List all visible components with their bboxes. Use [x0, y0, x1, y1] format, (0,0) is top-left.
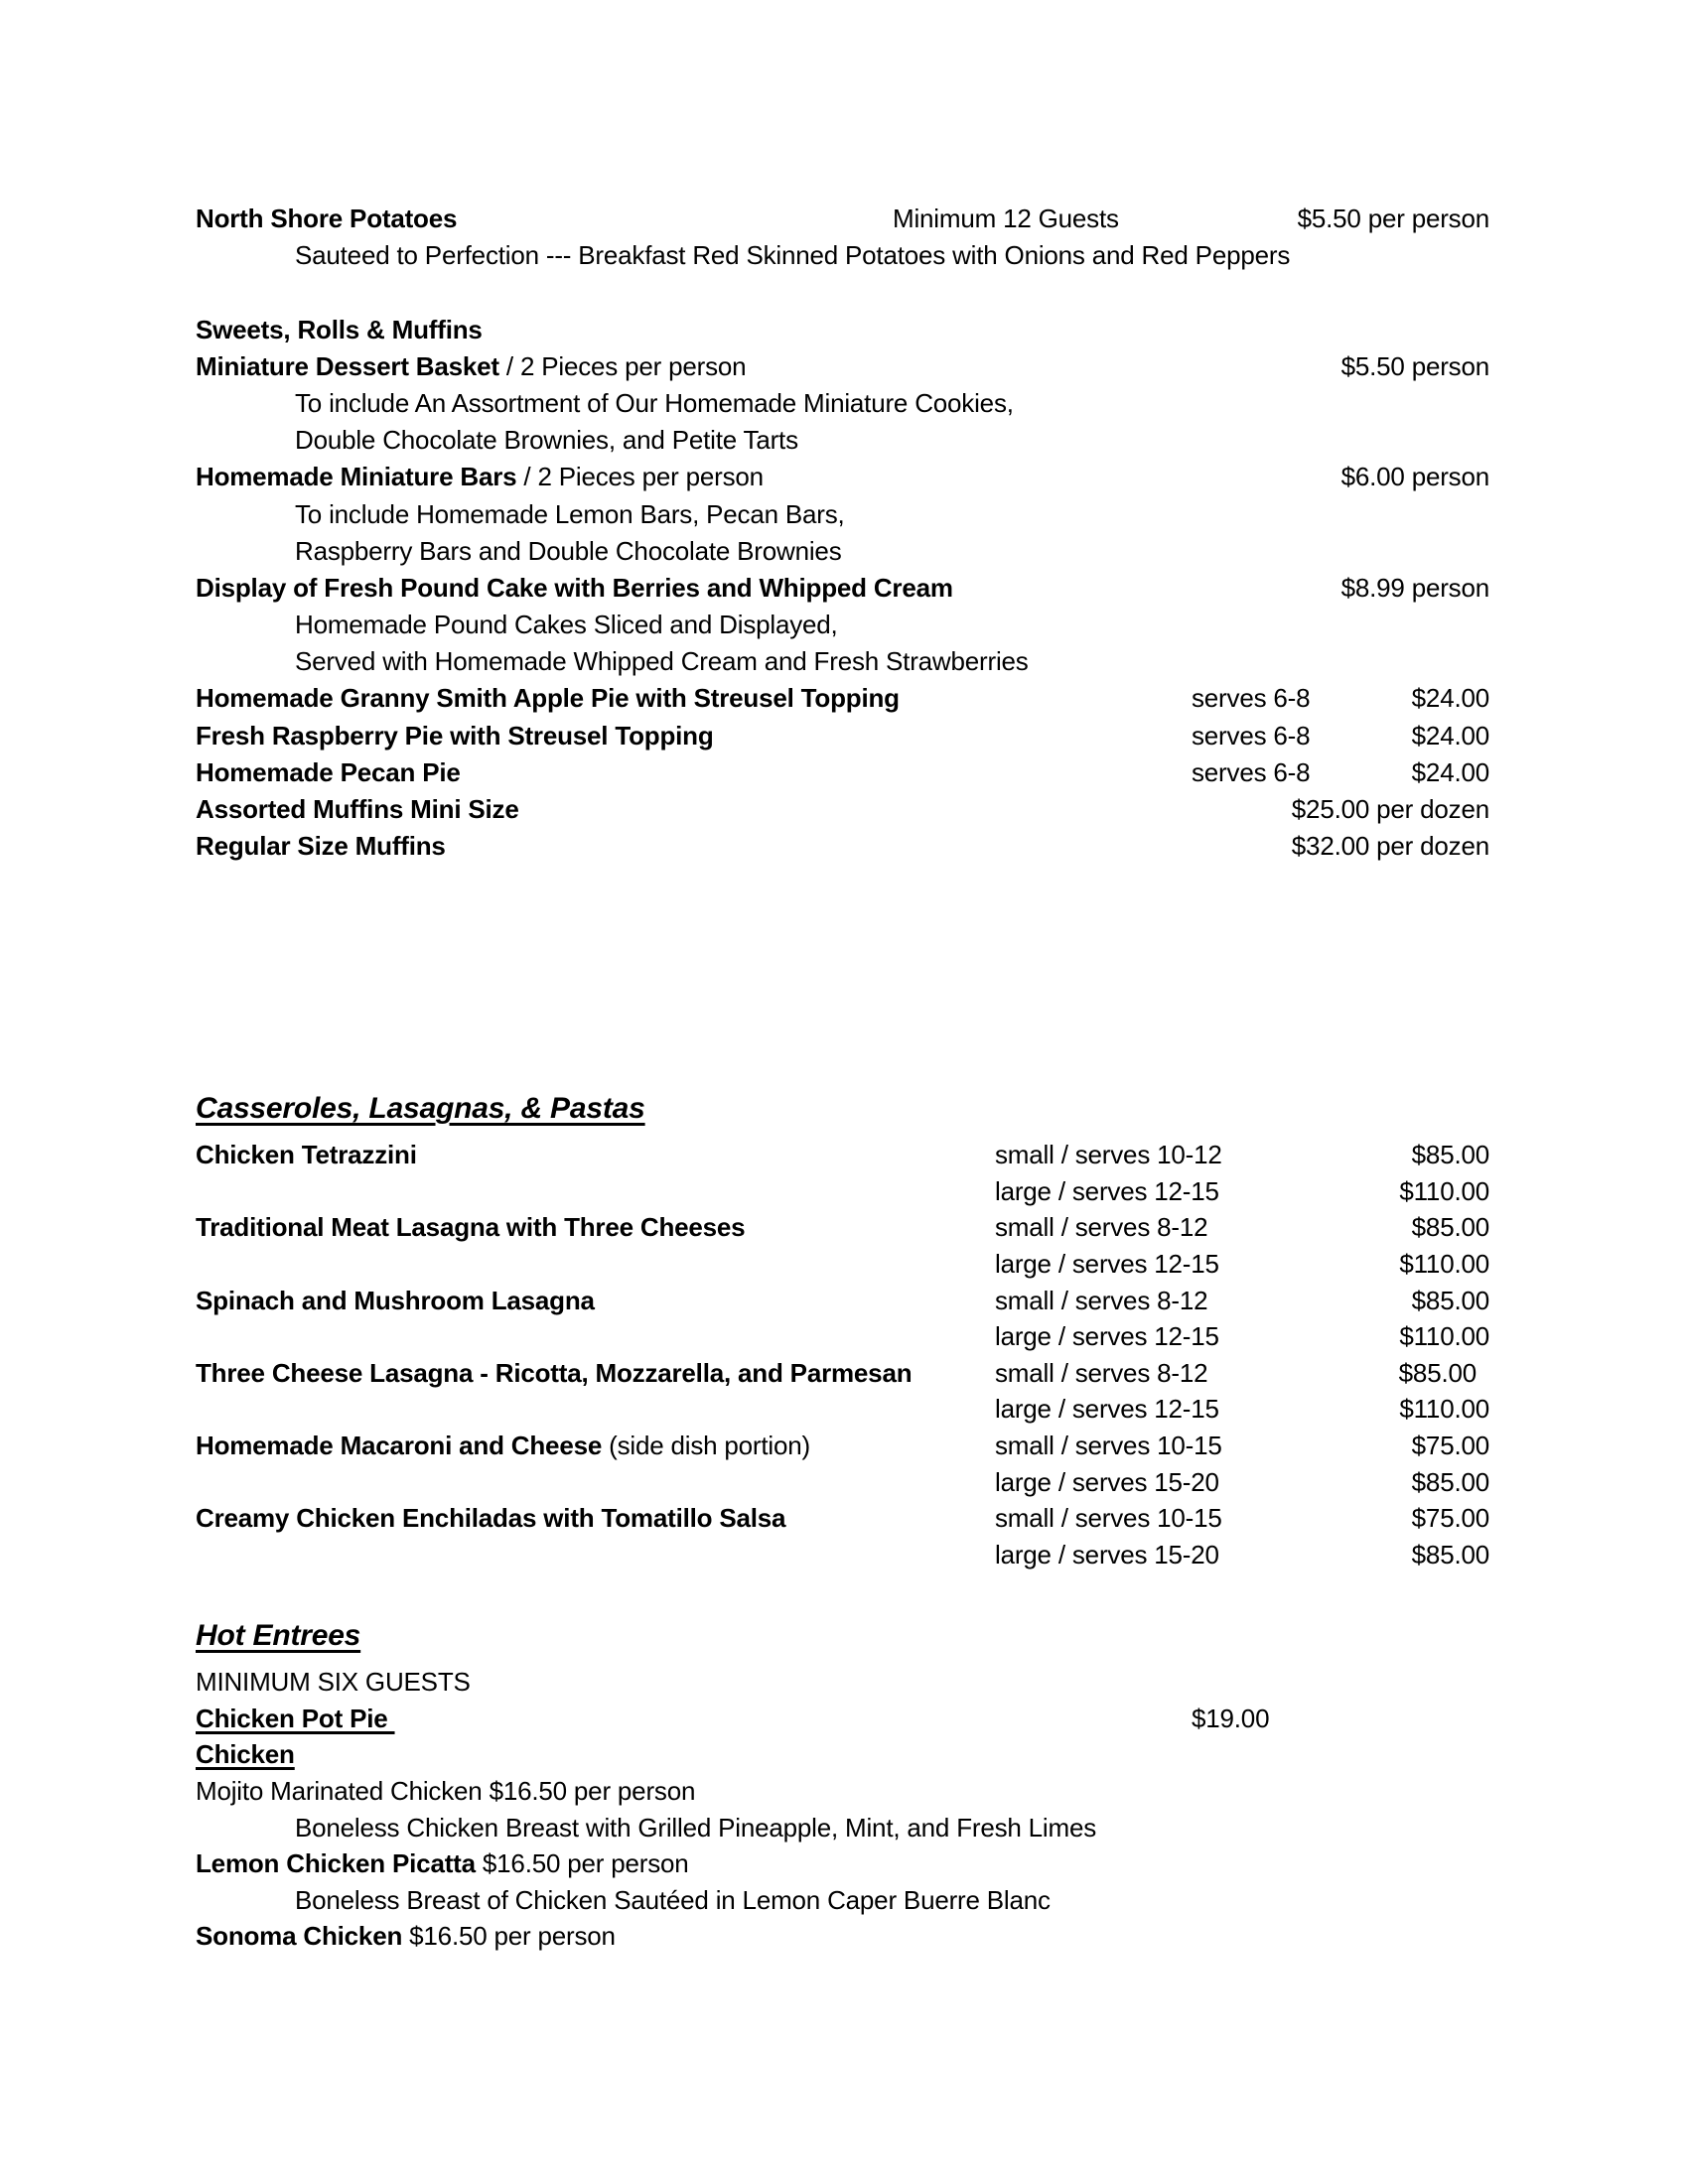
item-description: To include Homemade Lemon Bars, Pecan Bars,: [295, 498, 845, 529]
price: $85.00: [1398, 1357, 1477, 1388]
price: $85.00: [1411, 1466, 1489, 1497]
price: $75.00: [1411, 1503, 1489, 1534]
item-name: Homemade Pecan Pie: [196, 756, 461, 787]
price: $85.00: [1411, 1140, 1489, 1169]
price: $110.00: [1399, 1175, 1489, 1206]
menu-row: [196, 680, 1489, 717]
section-heading-text: Casseroles, Lasagnas, & Pastas: [196, 1092, 645, 1125]
price: $24.00: [1411, 683, 1489, 714]
menu-row: [196, 422, 1489, 459]
price: $85.00: [1411, 1285, 1489, 1315]
section-heading-text: Hot Entrees: [196, 1619, 361, 1652]
menu-row: [196, 312, 1489, 348]
price: $110.00: [1399, 1248, 1489, 1279]
item-description: Boneless Chicken Breast with Grilled Pineapple, Mint, and Fresh Limes: [295, 1812, 1097, 1843]
menu-row: [196, 496, 1489, 533]
note-text: Mojito Marinated Chicken $16.50 per person: [196, 1775, 696, 1806]
item-name: Traditional Meat Lasagna with Three Cheeses: [196, 1212, 746, 1243]
menu-row: [196, 533, 1489, 570]
menu-row: [196, 1209, 1489, 1246]
serving-info: serves 6-8: [1192, 720, 1311, 751]
price: $110.00: [1399, 1321, 1489, 1352]
item-name: Lemon Chicken Picatta: [196, 1848, 476, 1879]
serving-info: serves 6-8: [1192, 756, 1311, 787]
price: $85.00: [1411, 1212, 1489, 1243]
menu-row: [196, 1845, 1489, 1882]
menu-row: [196, 1882, 1489, 1919]
price: $24.00: [1411, 720, 1489, 751]
item-name: Homemade Macaroni and Cheese: [196, 1431, 603, 1461]
item-detail: / 2 Pieces per person: [516, 462, 764, 492]
item-description: Served with Homemade Whipped Cream and Fresh Strawberries: [295, 646, 1029, 677]
item-description: Double Chocolate Brownies, and Petite Tarts: [295, 425, 798, 456]
item-detail: $16.50 per person: [475, 1848, 689, 1879]
item-name: Chicken Pot Pie: [196, 1703, 395, 1733]
item-description: Homemade Pound Cakes Sliced and Displayed,: [295, 610, 838, 640]
menu-row: [196, 570, 1489, 607]
item-name: Miniature Dessert Basket: [196, 350, 499, 381]
item-name: Assorted Muffins Mini Size: [196, 794, 519, 824]
section-heading: [196, 1087, 1489, 1137]
section-heading: [196, 1614, 1489, 1664]
price: $110.00: [1399, 1394, 1489, 1425]
subsection-title: Sweets, Rolls & Muffins: [196, 314, 483, 344]
item-description: Boneless Breast of Chicken Sautéed in Lemon Caper Buerre Blanc: [295, 1884, 1051, 1915]
menu-row: [196, 1773, 1489, 1810]
menu-row: [196, 1318, 1489, 1355]
menu-row: [196, 1736, 1489, 1773]
menu-row: [196, 718, 1489, 754]
menu-row: [196, 1137, 1489, 1173]
size-serving-info: small / serves 8-12: [995, 1285, 1208, 1315]
price: $6.00 person: [1340, 462, 1489, 492]
menu-row: [196, 237, 1489, 274]
minimum-guests-note: Minimum 12 Guests: [893, 204, 1119, 233]
size-serving-info: small / serves 8-12: [995, 1357, 1208, 1388]
item-description: To include An Assortment of Our Homemade Miniature Cookies,: [295, 387, 1014, 418]
item-name: Sonoma Chicken: [196, 1921, 403, 1952]
item-detail: $16.50 per person: [402, 1921, 616, 1952]
serving-info: serves 6-8: [1192, 683, 1311, 714]
item-name: Spinach and Mushroom Lasagna: [196, 1285, 595, 1315]
menu-row: [196, 201, 1489, 237]
price: $5.50 per person: [1297, 204, 1489, 233]
item-name: Creamy Chicken Enchiladas with Tomatillo Salsa: [196, 1503, 786, 1534]
menu-row: [196, 1355, 1489, 1392]
menu-row: [196, 1428, 1489, 1464]
item-description: Sauteed to Perfection --- Breakfast Red Skinned Potatoes with Onions and Red Peppers: [295, 240, 1291, 271]
size-serving-info: small / serves 10-15: [995, 1431, 1222, 1461]
price: $25.00 per dozen: [1291, 794, 1489, 824]
menu-rows: [196, 1664, 1489, 1955]
item-name: Three Cheese Lasagna - Ricotta, Mozzarella, and Parmesan: [196, 1357, 913, 1388]
item-description: Raspberry Bars and Double Chocolate Brownies: [295, 535, 842, 566]
price: $32.00 per dozen: [1291, 831, 1489, 862]
size-serving-info: small / serves 10-12: [995, 1140, 1222, 1169]
menu-row: [196, 643, 1489, 680]
menu-row: [196, 459, 1489, 495]
menu-row: [196, 348, 1489, 385]
section-breakfast-sides-and-sweets: [196, 201, 1489, 865]
size-serving-info: large / serves 15-20: [995, 1540, 1219, 1570]
menu-rows: [196, 201, 1489, 865]
menu-row: [196, 1283, 1489, 1319]
menu-row: [196, 1173, 1489, 1210]
menu-row: [196, 607, 1489, 643]
item-detail: (side dish portion): [602, 1431, 810, 1461]
menu-row: [196, 1537, 1489, 1573]
menu-row: [196, 1391, 1489, 1428]
size-serving-info: large / serves 12-15: [995, 1394, 1219, 1425]
item-name: Homemade Miniature Bars: [196, 462, 517, 492]
section-hot-entrees: [196, 1614, 1489, 1955]
item-name: Display of Fresh Pound Cake with Berries and Whipped Cream: [196, 572, 953, 603]
item-name: North Shore Potatoes: [196, 204, 458, 233]
spacer-row: [196, 274, 1489, 311]
size-serving-info: large / serves 12-15: [995, 1321, 1219, 1352]
size-serving-info: large / serves 12-15: [995, 1248, 1219, 1279]
item-name: Chicken Tetrazzini: [196, 1140, 417, 1169]
menu-row: [196, 1464, 1489, 1501]
menu-row: [196, 828, 1489, 865]
item-name: Homemade Granny Smith Apple Pie with Streusel Topping: [196, 683, 900, 714]
price: $19.00: [1192, 1703, 1270, 1733]
size-serving-info: large / serves 15-20: [995, 1466, 1219, 1497]
menu-row: [196, 1701, 1489, 1737]
item-name: Regular Size Muffins: [196, 831, 446, 862]
price: $5.50 person: [1340, 350, 1489, 381]
menu-rows: [196, 1137, 1489, 1573]
menu-row: [196, 754, 1489, 791]
menu-row: [196, 1500, 1489, 1537]
item-detail: / 2 Pieces per person: [498, 350, 747, 381]
size-serving-info: small / serves 10-15: [995, 1503, 1222, 1534]
menu-row: [196, 1246, 1489, 1283]
price: $85.00: [1411, 1540, 1489, 1570]
size-serving-info: small / serves 8-12: [995, 1212, 1208, 1243]
menu-row: [196, 1810, 1489, 1846]
section-casseroles-lasagnas-pastas: [196, 1087, 1489, 1573]
price: $24.00: [1411, 756, 1489, 787]
item-name: Chicken: [196, 1739, 295, 1770]
price: $8.99 person: [1340, 572, 1489, 603]
item-name: Fresh Raspberry Pie with Streusel Topping: [196, 720, 714, 751]
price: $75.00: [1411, 1431, 1489, 1461]
menu-row: [196, 791, 1489, 828]
menu-row: [196, 1918, 1489, 1955]
size-serving-info: large / serves 12-15: [995, 1175, 1219, 1206]
menu-row: [196, 1664, 1489, 1701]
menu-row: [196, 385, 1489, 422]
note-text: MINIMUM SIX GUESTS: [196, 1667, 471, 1697]
